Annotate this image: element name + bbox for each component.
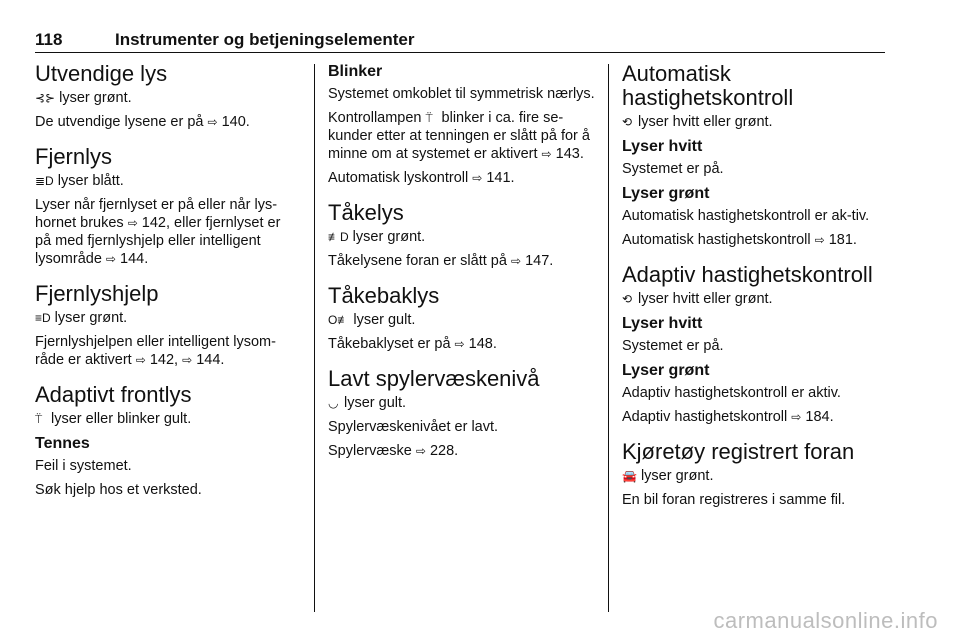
- body-text: En bil foran registreres i samme fil.: [622, 492, 846, 508]
- body-text: Lyser når fjernlyset er på eller når lys-hornet brukes: [35, 197, 278, 231]
- body-text: Spylervæske: [328, 443, 412, 459]
- vehicle-ahead-icon: 🚘: [622, 469, 637, 483]
- adaptive-light-icon: ⍡: [425, 111, 433, 125]
- body-text: Automatisk lyskontroll: [328, 170, 469, 186]
- cruise-control-icon: ⟲: [622, 115, 633, 129]
- section-takelys: [328, 201, 596, 270]
- page-ref-icon: ⇨: [182, 353, 193, 367]
- status-text: lyser grønt.: [54, 310, 128, 326]
- page-ref-icon: ⇨: [127, 216, 138, 230]
- page-ref[interactable]: 141.: [486, 170, 515, 186]
- body-text: Systemet er på.: [622, 161, 724, 177]
- body-text: Automatisk hastighetskontroll er ak-tiv.: [622, 208, 870, 224]
- page-ref-icon: ⇨: [207, 115, 218, 129]
- page-ref[interactable]: 142,: [149, 352, 179, 368]
- status-text: lyser eller blinker gult.: [51, 411, 192, 427]
- section-utvendige-lys: [35, 62, 300, 131]
- column-1: [35, 62, 300, 513]
- body-text: Tåkebaklyset er på: [328, 336, 451, 352]
- section-title: Lavt spylervæskenivå: [328, 366, 540, 391]
- column-2: [328, 62, 596, 474]
- chapter-title: Instrumenter og betjeningselementer: [115, 30, 415, 49]
- watermark: carmanualsonline.info: [713, 608, 938, 633]
- section-title: Automatisk hastighetskontroll: [622, 61, 794, 110]
- page-ref[interactable]: 184.: [805, 409, 834, 425]
- status-text: lyser gult.: [353, 312, 416, 328]
- body-text: Systemet omkoblet til symmetrisk nærlys.: [328, 86, 595, 102]
- section-title: Tåkelys: [328, 200, 404, 225]
- body-text: Systemet er på.: [622, 338, 724, 354]
- section-lavt-spylervaeskeniva: [328, 367, 596, 460]
- page-ref-icon: ⇨: [454, 337, 465, 351]
- page-ref-icon: ⇨: [510, 254, 522, 268]
- page-ref[interactable]: 147.: [525, 253, 554, 269]
- body-text: 142, eller fjernlyset er på med fjernlyshjelp eller intelligent lysområde: [35, 215, 281, 267]
- section-title: Fjernlyshjelp: [35, 281, 159, 306]
- section-title: Fjernlys: [35, 144, 113, 169]
- page-ref-icon: ⇨: [135, 353, 146, 367]
- adaptive-light-icon: ⍡: [35, 412, 43, 426]
- body-text: Feil i systemet.: [35, 458, 132, 474]
- column-divider: [314, 64, 315, 612]
- page-ref[interactable]: 181.: [828, 232, 857, 248]
- body-text: Søk hjelp hos et verksted.: [35, 482, 202, 498]
- status-text: lyser grønt.: [640, 468, 714, 484]
- status-text: lyser grønt.: [352, 229, 426, 245]
- section-blinker: [328, 62, 596, 187]
- exterior-lights-icon: ⊰⊱: [35, 91, 56, 105]
- body-text: Fjernlyshjelpen eller intelligent lysom-råde er aktivert: [35, 334, 276, 368]
- page-ref[interactable]: 144.: [120, 251, 149, 267]
- body-text: Tåkelysene foran er slått på: [328, 253, 507, 269]
- status-text: lyser hvitt eller grønt.: [638, 114, 773, 130]
- section-title: Tåkebaklys: [328, 283, 440, 308]
- page-ref-icon: ⇨: [105, 252, 116, 266]
- section-title: Adaptiv hastighetskontroll: [622, 262, 873, 287]
- page-ref[interactable]: 144.: [196, 352, 225, 368]
- section-adaptivt-frontlys: [35, 383, 300, 499]
- page-header: [35, 30, 885, 53]
- subheading: Lyser grønt: [622, 362, 710, 379]
- page-ref[interactable]: 148.: [468, 336, 497, 352]
- section-title: Utvendige lys: [35, 61, 168, 86]
- body-text: Automatisk hastighetskontroll: [622, 232, 811, 248]
- page-ref-icon: ⇨: [541, 147, 552, 161]
- body-text: Spylervæskenivået er lavt.: [328, 419, 499, 435]
- section-automatisk-hastighetskontroll: [622, 62, 892, 249]
- rear-fog-light-icon: O≢: [328, 313, 350, 327]
- section-title: Kjøretøy registrert foran: [622, 439, 855, 464]
- page-ref-icon: ⇨: [472, 171, 483, 185]
- high-beam-assist-icon: ≡D: [35, 311, 51, 325]
- subheading: Blinker: [328, 63, 383, 80]
- column-3: [622, 62, 892, 523]
- body-text: De utvendige lysene er på: [35, 114, 204, 130]
- page-ref[interactable]: 228.: [429, 443, 459, 459]
- page-number: 118: [35, 30, 63, 49]
- column-divider: [608, 64, 609, 612]
- status-text: lyser gult.: [344, 395, 407, 411]
- washer-fluid-icon: ◡: [328, 396, 339, 410]
- high-beam-icon: ≣D: [35, 174, 54, 188]
- fog-light-icon: ≢D: [328, 230, 349, 244]
- section-fjernlys: [35, 145, 300, 268]
- page-ref-icon: ⇨: [814, 233, 825, 247]
- page-ref[interactable]: 140.: [221, 114, 250, 130]
- status-text: lyser hvitt eller grønt.: [638, 291, 773, 307]
- section-fjernlyshjelp: [35, 282, 300, 369]
- subheading: Lyser hvitt: [622, 138, 703, 155]
- section-title: Adaptivt frontlys: [35, 382, 192, 407]
- subheading: Tennes: [35, 435, 90, 452]
- section-kjoretoy-registrert-foran: [622, 440, 892, 509]
- section-adaptiv-hastighetskontroll: [622, 263, 892, 426]
- body-text: blinker i ca. fire se-kunder etter at tenningen er slått på for å minne om at systemet er aktivert: [328, 110, 590, 162]
- subheading: Lyser hvitt: [622, 315, 703, 332]
- status-text: lyser grønt.: [59, 90, 132, 106]
- body-text: Adaptiv hastighetskontroll er aktiv.: [622, 385, 841, 401]
- page-ref-icon: ⇨: [415, 444, 426, 458]
- adaptive-cruise-icon: ⟲: [622, 292, 633, 306]
- section-takebaklys: [328, 284, 596, 353]
- status-text: lyser blått.: [57, 173, 124, 189]
- body-text: Kontrollampen: [328, 110, 422, 126]
- body-text: Adaptiv hastighetskontroll: [622, 409, 788, 425]
- subheading: Lyser grønt: [622, 185, 710, 202]
- page-ref[interactable]: 143.: [555, 146, 584, 162]
- page-ref-icon: ⇨: [791, 410, 802, 424]
